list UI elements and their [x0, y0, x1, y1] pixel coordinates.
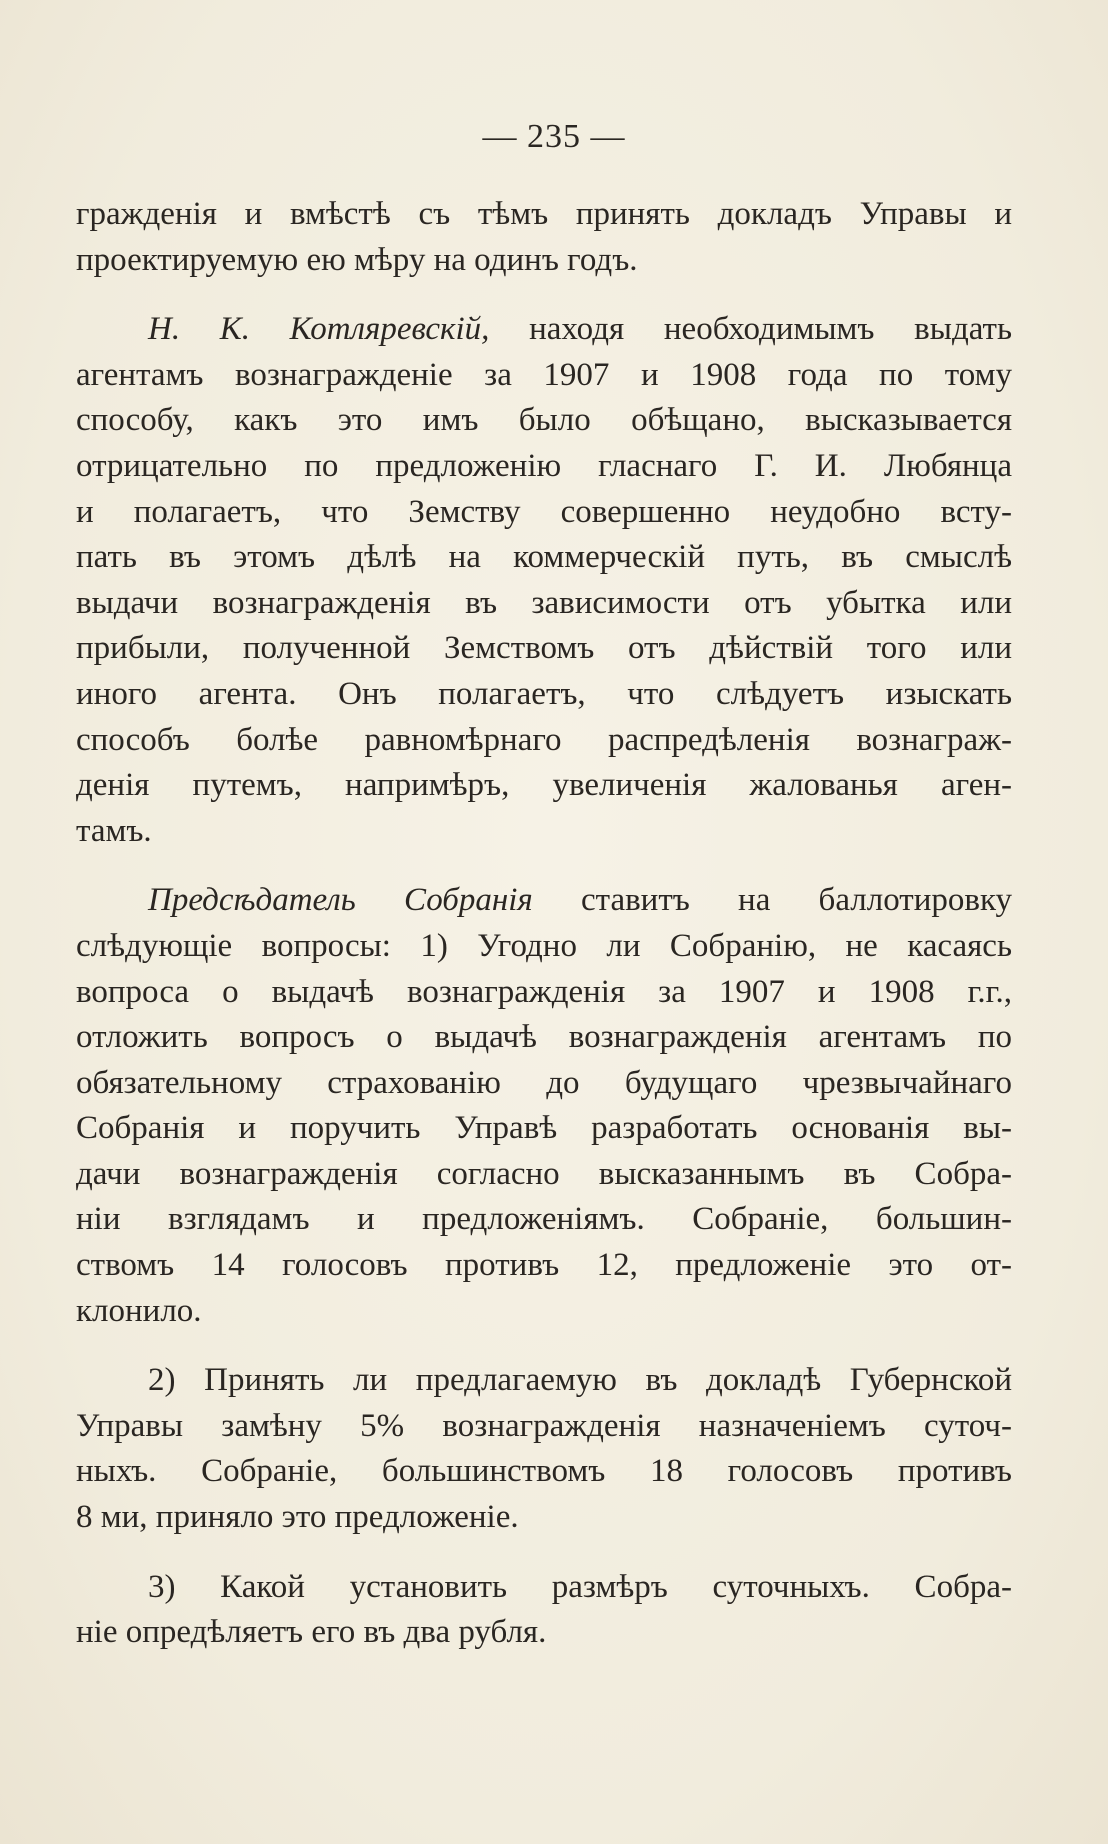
paragraph-2: [76, 307, 1012, 854]
text-line: ніи взглядамъ и предложеніямъ. Собраніе, большин-: [76, 1201, 1012, 1238]
text-line: Собранія и поручить Управѣ разработать основанія вы-: [76, 1110, 1012, 1147]
text-line: Управы замѣну 5% вознагражденія назначеніемъ суточ-: [76, 1407, 1012, 1444]
text-line: слѣдующіе вопросы: 1) Угодно ли Собранію, не касаясь: [76, 927, 1012, 964]
text-fragment: ставитъ на баллотировку: [580, 882, 1013, 919]
text-line: 2) Принять ли предлагаемую въ докладѣ Губернской: [148, 1362, 1012, 1399]
text-line: вопроса о выдачѣ вознагражденія за 1907 и 1908 г.г.,: [76, 973, 1012, 1010]
speaker-name: Предсѣдатель Собранія: [148, 882, 533, 919]
paragraph-1: [76, 192, 1012, 283]
body-text: [76, 192, 1012, 1680]
text-line: и полагаетъ, что Земству совершенно неудобно всту-: [76, 493, 1012, 530]
paragraph-5: [76, 1565, 1012, 1656]
text-line: агентамъ вознагражденіе за 1907 и 1908 года по тому: [76, 356, 1012, 393]
text-line: выдачи вознагражденія въ зависимости отъ убытка или: [76, 584, 1012, 621]
text-line: иного агента. Онъ полагаетъ, что слѣдуетъ изыскать: [76, 675, 1012, 712]
text-line: отрицательно по предложенію гласнаго Г. И. Любянца: [76, 447, 1012, 484]
text-line: денія путемъ, напримѣръ, увеличенія жалованья аген-: [76, 767, 1012, 804]
text-line: 8 ми, приняло это предложеніе.: [76, 1499, 519, 1536]
text-fragment: находя необходимымъ выдать: [529, 311, 1012, 348]
text-line: ныхъ. Собраніе, большинствомъ 18 голосовъ противъ: [76, 1453, 1012, 1490]
text-line: [76, 878, 1012, 924]
page-number: — 235 —: [482, 118, 626, 155]
text-line: тамъ.: [76, 812, 152, 849]
speaker-name: Н. К. Котляревскій,: [148, 311, 490, 348]
paragraph-4: [76, 1358, 1012, 1540]
text-line: пать въ этомъ дѣлѣ на коммерческій путь, въ смыслѣ: [76, 539, 1012, 576]
text-line: обязательному страхованію до будущаго чрезвычайнаго: [76, 1064, 1012, 1101]
text-line: [76, 307, 1012, 353]
text-line: отложить вопросъ о выдачѣ вознагражденія агентамъ по: [76, 1019, 1012, 1056]
paragraph-3: [76, 878, 1012, 1334]
text-line: способу, какъ это имъ было обѣщано, высказывается: [76, 402, 1012, 439]
text-line: ствомъ 14 голосовъ противъ 12, предложеніе это от-: [76, 1247, 1012, 1284]
text-line: 3) Какой установить размѣръ суточныхъ. Собра-: [148, 1568, 1012, 1605]
text-line: гражденія и вмѣстѣ съ тѣмъ принять докладъ Управы и: [76, 196, 1012, 232]
text-line: проектируемую ею мѣру на одинъ годъ.: [76, 241, 638, 278]
text-line: способъ болѣе равномѣрнаго распредѣленія вознаграж-: [76, 721, 1012, 758]
text-line: клонило.: [76, 1292, 202, 1329]
text-line: дачи вознагражденія согласно высказаннымъ въ Собра-: [76, 1155, 1012, 1192]
text-line: ніе опредѣляетъ его въ два рубля.: [76, 1614, 547, 1651]
text-line: прибыли, полученной Земствомъ отъ дѣйствій того или: [76, 630, 1012, 667]
